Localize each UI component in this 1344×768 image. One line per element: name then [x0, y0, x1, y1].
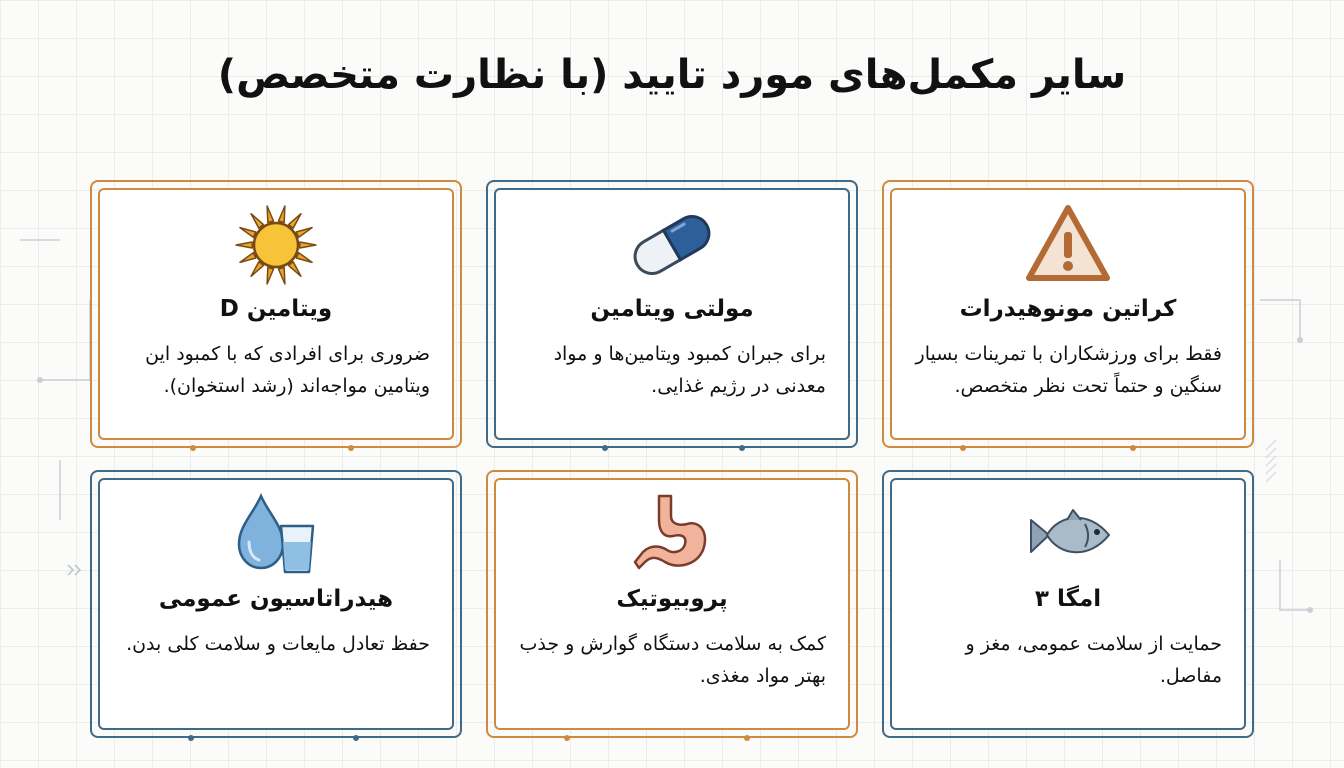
connector-dot [739, 445, 745, 451]
connector-dot [188, 735, 194, 741]
sun-ray [240, 228, 256, 238]
connector-dot [960, 445, 966, 451]
connector-dot [602, 445, 608, 451]
water-drop-glass-icon [231, 490, 321, 580]
sun-ray [267, 206, 273, 222]
sun-ray [267, 268, 273, 284]
card-title: امگا ۳ [1034, 586, 1102, 612]
card-description: کمک به سلامت دستگاه گوارش و جذب بهتر مواد مغذی. [519, 633, 826, 687]
connector-dot [744, 735, 750, 741]
sun-ray [251, 262, 263, 276]
connector-dot [348, 445, 354, 451]
connector-dot [190, 445, 196, 451]
sun-ray [296, 228, 312, 238]
connector-dot [1130, 445, 1136, 451]
card-description: فقط برای ورزشکاران با تمرینات بسیار سنگین و حتماً تحت نظر متخصص. [915, 343, 1222, 397]
card-description: حفظ تعادل مایعات و سلامت کلی بدن. [126, 633, 430, 655]
card-title: هیدراتاسیون عمومی [158, 586, 394, 612]
sun-ray [278, 268, 284, 284]
card-multivitamin [494, 188, 850, 440]
card-description: حمایت از سلامت عمومی، مغز و مفاصل. [965, 633, 1222, 687]
card-vitamin-d [98, 188, 454, 440]
card-title: کراتین مونوهیدرات [959, 296, 1177, 322]
warning-icon [1023, 200, 1113, 290]
card-creatine [890, 188, 1246, 440]
card-title: ویتامین D [219, 296, 333, 322]
sun-ray [289, 214, 301, 228]
connector-dot [564, 735, 570, 741]
pill-capsule-icon [627, 200, 717, 290]
stomach-icon [627, 490, 717, 580]
card-probiotic [494, 478, 850, 730]
sun-ray [278, 206, 284, 222]
sun-ray [300, 242, 316, 248]
card-title: مولتی ویتامین [590, 296, 754, 322]
page-title: سایر مکمل‌های مورد تایید (با نظارت متخصص) [217, 52, 1127, 98]
card-description: برای جبران کمبود ویتامین‌ها و مواد معدنی در رژیم غذایی. [553, 343, 826, 397]
connector-dot [353, 735, 359, 741]
fish-icon [1023, 490, 1113, 580]
sun-ray [240, 253, 256, 263]
sun-ray [236, 242, 252, 248]
card-omega-3 [890, 478, 1246, 730]
card-hydration [98, 478, 454, 730]
sun-ray [289, 262, 301, 276]
sun-ray [296, 253, 312, 263]
card-title: پروبیوتیک [616, 586, 728, 612]
card-description: ضروری برای افرادی که با کمبود این ویتامین مواجه‌اند (رشد استخوان). [145, 343, 430, 397]
sun-ray [251, 214, 263, 228]
sun-icon [231, 200, 321, 290]
